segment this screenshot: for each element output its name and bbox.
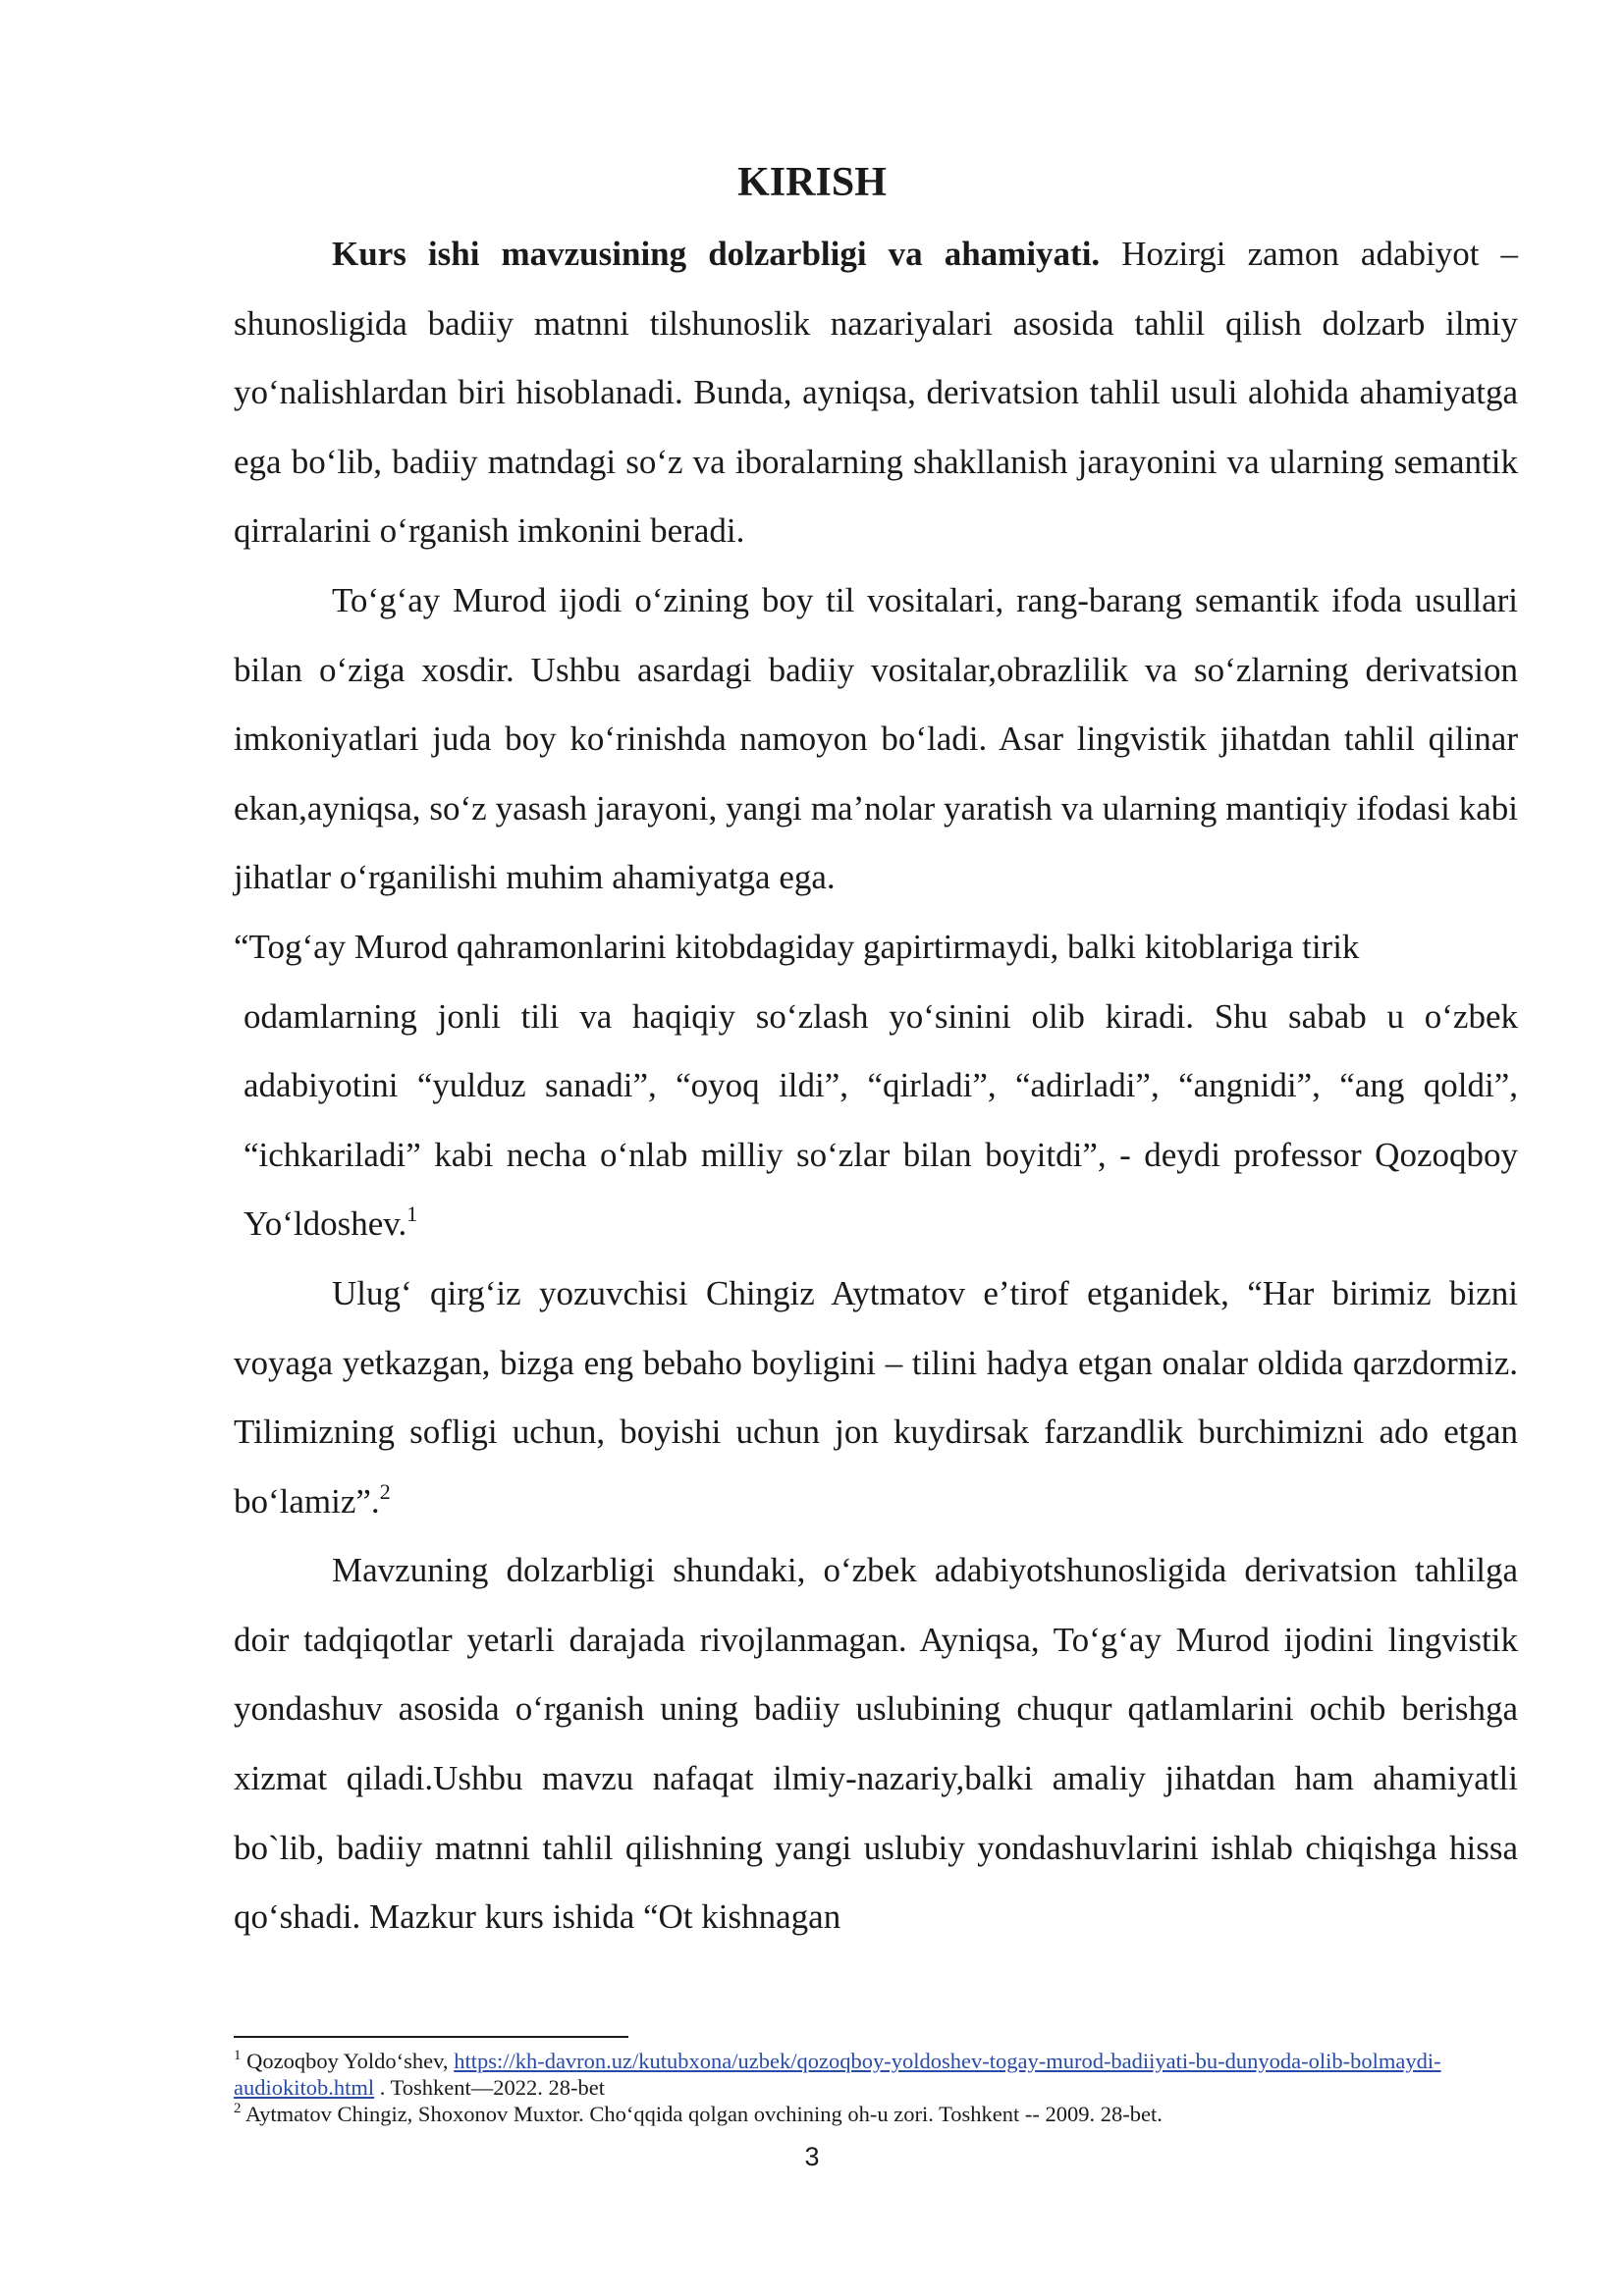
footnote-ref-1[interactable]: 1 bbox=[406, 1201, 418, 1227]
footnote-link[interactable]: https://kh-davron.uz/kutubxona/uzbek/qozoqboy-yoldoshev-togay-murod-badiiyati-bu-dunyoda-olib-bolmaydi-audiokitob.html bbox=[234, 2049, 1441, 2100]
footnote-2 bbox=[234, 2101, 1518, 2127]
paragraph-text: Ulugʻ qirgʻiz yozuvchisi Chingiz Aytmatov eʼtirof etganidek, “Har birimiz bizni voyaga yetkazgan, bizga eng bebaho boyligini – tilini hadya etgan onalar oldida qarzdormiz. Tilimizning sofligi uchun, boyishi uchun jon kuydirsak farzandlik burchimizni ado etgan boʻlamiz”. bbox=[234, 1273, 1518, 1521]
footnote-number: 1 bbox=[234, 2048, 242, 2063]
footnote-author: Qozoqboy Yoldoʻshev, bbox=[246, 2049, 455, 2073]
footnote-ref-2[interactable]: 2 bbox=[379, 1478, 391, 1504]
quote-paragraph bbox=[234, 913, 1518, 983]
paragraph-text: Hozirgi zamon adabiyot – shunosligida badiiy matnni tilshunoslik nazariyalari asosida tahlil qilish dolzarb ilmiy yoʻnalishlardan biri hisoblanadi. Bunda, ayniqsa, derivatsion tahlil usuli alohida ahamiyatga ega boʻlib, badiiy matndagi soʻz va iboralarning shakllanish jarayonini va ularning semantik qirralarini oʻrganish imkonini beradi. bbox=[234, 235, 1519, 551]
footnote-text: Aytmatov Chingiz, Shoxonov Muxtor. Choʻqqida qolgan ovchining oh-u zori. Toshkent -- 2009. 28-bet. bbox=[244, 2102, 1163, 2126]
footnote-1 bbox=[234, 2048, 1518, 2101]
footnote-number: 2 bbox=[234, 2101, 242, 2116]
quote-first-line: “Togʻay Murod qahramonlarini kitobdagiday gapirtirmaydi, balki kitoblariga tirik bbox=[234, 927, 1360, 966]
body-text bbox=[234, 220, 1518, 1952]
page-number: 3 bbox=[804, 2142, 820, 2171]
footnote-separator bbox=[234, 2036, 628, 2038]
quote-continuation bbox=[234, 983, 1518, 1259]
section-title: KIRISH bbox=[737, 160, 887, 205]
paragraph-lead: Kurs ishi mavzusining dolzarbligi va ahamiyati. bbox=[332, 235, 1101, 273]
quote-text: odamlarning jonli tili va haqiqiy soʻzlash yoʻsinini olib kiradi. Shu sabab u oʻzbek adabiyotini “yulduz sanadi”, “oyoq ildi”, “qirladi”, “adirladi”, “angnidi”, “ang qoldi”, “ichkariladi” kabi necha oʻnlab milliy soʻzlar bilan boyitdi”, - deydi professor Qozoqboy Yoʻldoshev. bbox=[244, 996, 1518, 1244]
paragraph-togay-murod: Toʻgʻay Murod ijodi oʻzining boy til vositalari, rang-barang semantik ifoda usullari bilan oʻziga xosdir. Ushbu asardagi badiiy vositalar,obrazlilik va soʻzlarning derivatsion imkoniyatlari juda boy koʻrinishda namoyon boʻladi. Asar lingvistik jihatdan tahlil qilinar ekan,ayniqsa, soʻz yasash jarayoni, yangi maʼnolar yaratish va ularning mantiqiy ifodasi kabi jihatlar oʻrganilishi muhim ahamiyatga ega. bbox=[234, 580, 1518, 897]
paragraph-aytmatov bbox=[234, 1259, 1518, 1536]
footnote-source: . Toshkent—2022. 28-bet bbox=[374, 2075, 605, 2100]
footnotes bbox=[234, 2048, 1518, 2127]
paragraph-topicality: Mavzuning dolzarbligi shundaki, oʻzbek adabiyotshunosligida derivatsion tahlilga doir tadqiqotlar yetarli darajada rivojlanmagan. Ayniqsa, Toʻgʻay Murod ijodini lingvistik yondashuv asosida oʻrganish uning badiiy uslubining chuqur qatlamlarini ochib berishga xizmat qiladi.Ushbu mavzu nafaqat ilmiy-nazariy,balki amaliy jihatdan ham ahamiyatli bo`lib, badiiy matnni tahlil qilishning yangi uslubiy yondashuvlarini ishlab chiqishga hissa qoʻshadi. Mazkur kurs ishida “Ot kishnagan bbox=[234, 1551, 1518, 1937]
paragraph-relevance bbox=[234, 220, 1518, 566]
